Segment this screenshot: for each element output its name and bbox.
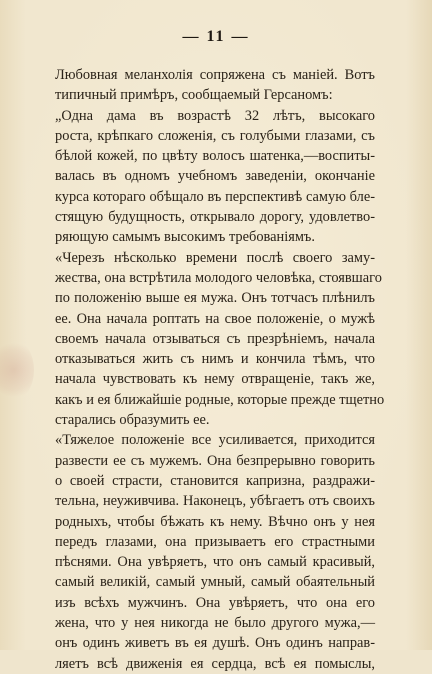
text-line: онъ одинъ живетъ въ ея душѣ. Онъ одинъ направ- <box>55 635 375 652</box>
text-line: какъ и ея ближайшіе родные, которые прежде тщетно <box>55 391 385 408</box>
text-line: стящую будущность, открывало дорогу, удовлетво- <box>55 209 375 226</box>
page-number: — 11 — <box>182 28 250 45</box>
text-line: типичный примѣръ, сообщаемый Герсаномъ: <box>55 87 333 104</box>
text-line: бѣлой кожей, по цвѣту волосъ шатенка,—воспиты- <box>55 148 375 165</box>
body-text <box>55 65 385 674</box>
text-line: по положенію выше ея мужа. Онъ тотчасъ плѣнилъ <box>55 290 375 307</box>
text-line: родныхъ, чтобы бѣжать къ нему. Вѣчно онъ у нея <box>55 513 375 530</box>
text-line: начала чувствовать къ нему отвращеніе, такъ же, <box>55 371 375 388</box>
text-line: своемъ начала отзываться съ презрѣніемъ, начала <box>55 330 375 347</box>
text-line: ряющую самымъ высокимъ требованіямъ. <box>55 229 315 246</box>
text-line: „Одна дама въ возрастѣ 32 лѣтъ, высокаго <box>55 107 375 124</box>
text-line: тельна, неуживчива. Наконецъ, убѣгаетъ отъ своихъ <box>55 493 375 510</box>
text-line: старались образумить ее. <box>55 412 210 429</box>
text-line: передъ глазами, она призываетъ его страстными <box>55 533 375 550</box>
text-line: изъ всѣхъ мужчинъ. Она увѣряетъ, что она его <box>55 594 375 611</box>
text-line: жества, она встрѣтила молодого человѣка, стоявшаго <box>55 269 382 286</box>
text-line: жена, что у нея никогда не было другого мужа,— <box>55 615 375 632</box>
text-line: курса котораго обѣщало въ перспективѣ самую бле- <box>55 188 375 205</box>
text-line: самый великій, самый умный, самый обаятельный <box>55 574 375 591</box>
text-line: ляетъ всѣ движенія ея сердца, всѣ ея помыслы, <box>55 655 375 672</box>
text-line: о своей страсти, становится капризна, раздражи- <box>55 472 375 489</box>
text-line: отказываться жить съ нимъ и кончила тѣмъ, что <box>55 351 375 368</box>
text-line: Любовная меланхолія сопряжена съ маніей. Вотъ <box>55 67 375 83</box>
text-line: пѣснями. Она увѣряетъ, что онъ самый красивый, <box>55 554 375 571</box>
text-line: «Тяжелое положеніе все усиливается, приходится <box>55 432 375 449</box>
text-line: ее. Она начала роптать на свое положеніе, о мужѣ <box>55 310 375 327</box>
text-line: роста, крѣпкаго сложенія, съ голубыми глазами, съ <box>55 127 375 144</box>
text-line: валась въ одномъ учебномъ заведеніи, окончаніе <box>55 168 375 185</box>
text-line: развести ее съ мужемъ. Она безпрерывно говорить <box>55 452 375 469</box>
library-stamp-mark <box>0 340 34 400</box>
text-line: «Черезъ нѣсколько времени послѣ своего заму- <box>55 249 375 266</box>
